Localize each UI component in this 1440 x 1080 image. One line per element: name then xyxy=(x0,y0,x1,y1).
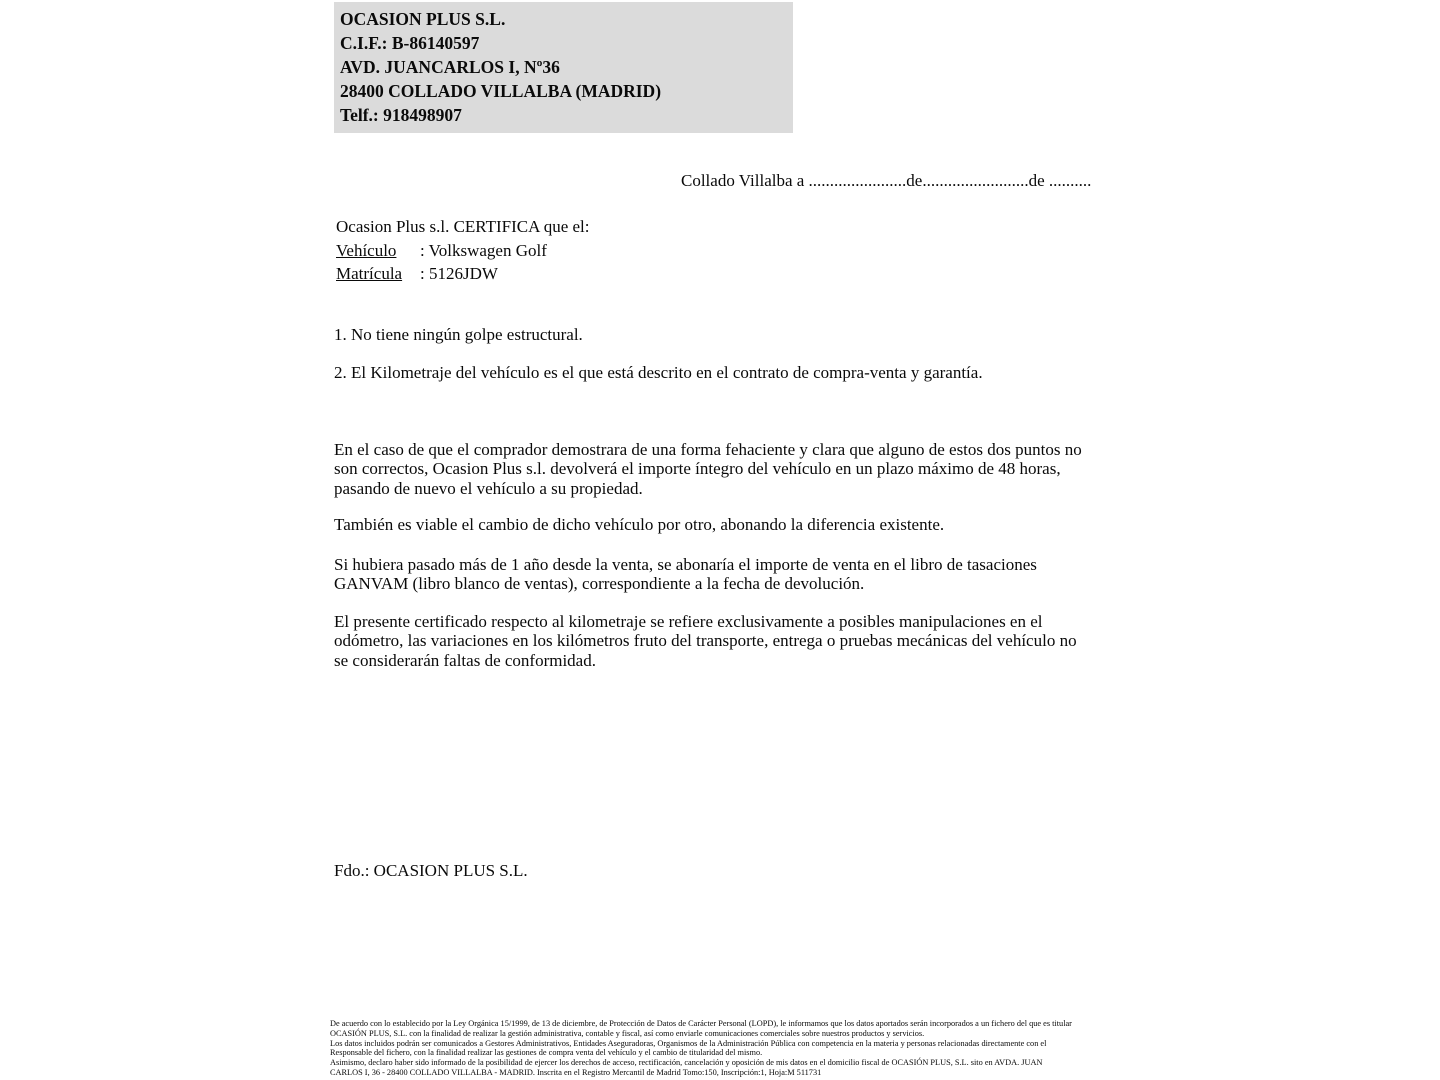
certification-intro: Ocasion Plus s.l. CERTIFICA que el: xyxy=(336,217,590,236)
paragraph-ganvam xyxy=(334,555,1037,594)
company-header-line: 28400 COLLADO VILLALBA (MADRID) xyxy=(340,81,662,101)
paragraph-refund-line: En el caso de que el comprador demostrara de una forma fehaciente y clara que alguno de estos dos puntos no xyxy=(334,440,1082,459)
paragraph-exchange xyxy=(334,515,944,534)
paragraph-exchange-line: También es viable el cambio de dicho vehículo por otro, abonando la diferencia existente. xyxy=(334,515,945,534)
signature-line: Fdo.: OCASION PLUS S.L. xyxy=(334,861,528,880)
paragraph-refund-line: son correctos, Ocasion Plus s.l. devolverá el importe íntegro del vehículo en un plazo máximo de 48 horas, xyxy=(334,459,1061,479)
vehicle-field xyxy=(336,239,590,263)
paragraph-ganvam-line: Si hubiera pasado más de 1 año desde la venta, se abonaría el importe de venta en el libro de tasaciones xyxy=(334,555,1037,574)
legal-footer-line: CARLOS I, 36 - 28400 COLLADO VILLALBA - MADRID. Inscrita en el Registro Mercantil de Madrid Tomo:150, Inscripción:1, Hoja:M 511731 xyxy=(330,1067,822,1077)
company-header-line: C.I.F.: B-86140597 xyxy=(340,33,480,53)
point-structural: 1. No tiene ningún golpe estructural. xyxy=(334,325,583,344)
legal-footer xyxy=(330,1019,1072,1078)
company-header-line: OCASION PLUS S.L. xyxy=(340,9,506,29)
legal-footer-line: OCASIÓN PLUS, S.L. con la finalidad de realizar la gestión administrativa, contable y fiscal, así como enviarle comunicaciones comerciales sobre nuestros productos y servicios. xyxy=(330,1028,925,1038)
plate-field-value: : 5126JDW xyxy=(420,264,498,283)
company-header-line: AVD. JUANCARLOS I, Nº36 xyxy=(340,57,560,77)
certification-block xyxy=(336,215,590,286)
date-line: Collado Villalba a .......................de.........................de .......... xyxy=(681,171,1092,190)
plate-field xyxy=(336,262,590,286)
paragraph-odometer-line: se considerarán faltas de conformidad. xyxy=(334,650,596,670)
paragraph-odometer-line: El presente certificado respecto al kilometraje se refiere exclusivamente a posibles manipulaciones en el xyxy=(334,612,1043,631)
legal-footer-line: Los datos incluidos podrán ser comunicados a Gestores Administrativos, Entidades Aseguradoras, Organismos de la Administración Pública con competencia en la materia y personas relacionadas directamente con el xyxy=(330,1038,1047,1048)
legal-footer-line: Asimismo, declaro haber sido informado de la posibilidad de ejercer los derechos de acceso, rectificación, cancelación y oposición de mis datos en el domicilio fiscal de OCASIÓN PLUS, S.L. sito en AVDA. JUAN xyxy=(330,1058,1043,1068)
vehicle-field-label: Vehículo xyxy=(336,240,397,260)
plate-field-label: Matrícula xyxy=(336,264,403,283)
paragraph-odometer-line: odómetro, las variaciones en los kilómetros fruto del transporte, entrega o pruebas mecánicas del vehículo no xyxy=(334,631,1077,651)
paragraph-refund xyxy=(334,440,1082,498)
vehicle-field-value: : Volkswagen Golf xyxy=(420,240,547,260)
company-header-box xyxy=(334,2,793,133)
legal-footer-line: De acuerdo con lo establecido por la Ley Orgánica 15/1999, de 13 de diciembre, de Protección de Datos de Carácter Personal (LOPD), le informamos que los datos aportados serán incorporados a un fichero del que es titular xyxy=(330,1019,1072,1028)
point-mileage: 2. El Kilometraje del vehículo es el que está descrito en el contrato de compra-venta y garantía. xyxy=(334,363,983,382)
legal-footer-line: Responsable del fichero, con la finalidad realizar las gestiones de compra venta del vehículo y el cambio de titularidad del mismo. xyxy=(330,1048,763,1058)
paragraph-ganvam-line: GANVAM (libro blanco de ventas), correspondiente a la fecha de devolución. xyxy=(334,574,865,594)
company-header-line: Telf.: 918498907 xyxy=(340,105,462,125)
paragraph-odometer xyxy=(334,612,1077,670)
paragraph-refund-line: pasando de nuevo el vehículo a su propiedad. xyxy=(334,478,643,498)
